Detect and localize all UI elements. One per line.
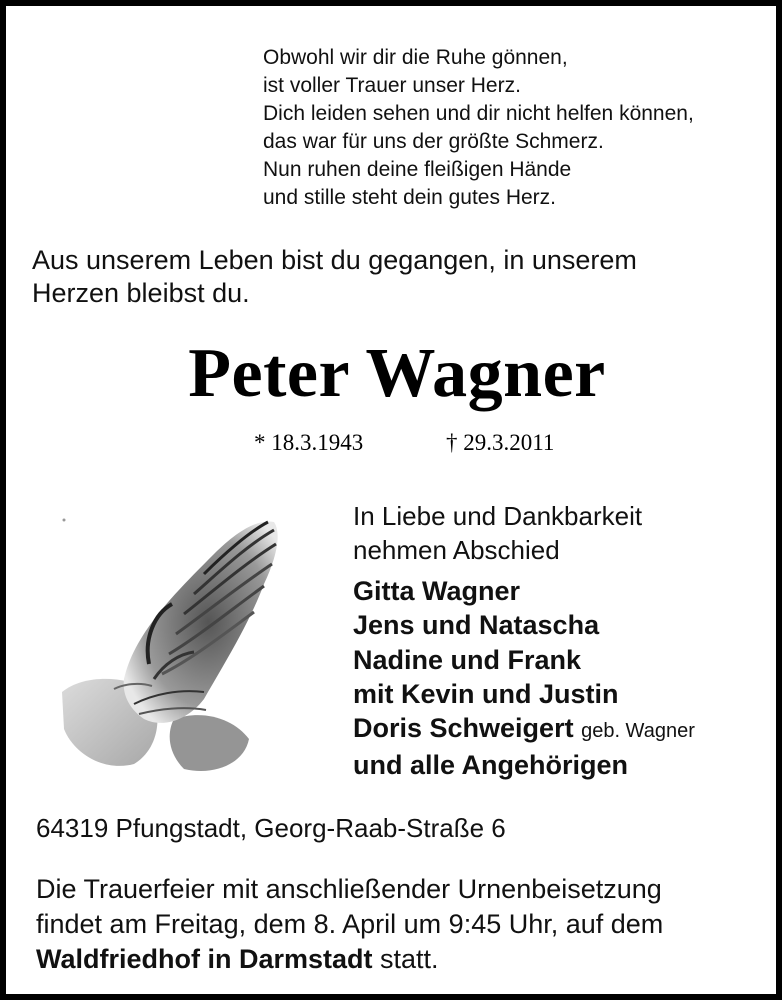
address: 64319 Pfungstadt, Georg-Raab-Straße 6	[36, 813, 506, 843]
service-line: Die Trauerfeier mit anschließender Urnenbeisetzung	[36, 874, 662, 904]
mourner-name: mit Kevin und Justin	[353, 678, 619, 709]
praying-hands-icon	[54, 514, 294, 779]
service-line	[36, 942, 766, 977]
mourner-item	[353, 608, 695, 642]
mourner-name: Doris Schweigert	[353, 713, 574, 744]
poem-line: das war für uns der größte Schmerz.	[263, 130, 604, 153]
intro-line: Aus unserem Leben bist du gegangen, in unserem	[32, 245, 637, 275]
mourner-name: und alle Angehörigen	[353, 750, 629, 781]
intro-line: Herzen bleibst du.	[32, 278, 250, 308]
poem-line: Nun ruhen deine fleißigen Hände	[263, 158, 572, 181]
farewell-text	[353, 499, 642, 567]
farewell-line: In Liebe und Dankbarkeit	[353, 501, 643, 531]
mourner-item	[353, 643, 695, 677]
poem-line: Dich leiden sehen und dir nicht helfen können,	[263, 102, 694, 125]
poem-line: Obwohl wir dir die Ruhe gönnen,	[263, 46, 568, 69]
service-suffix: statt.	[372, 944, 439, 974]
intro-text	[32, 244, 752, 310]
birth-date: * 18.3.1943	[254, 430, 364, 455]
mourner-item	[353, 574, 695, 608]
maiden-name-note: geb. Wagner	[581, 720, 695, 743]
mourner-name: Jens und Natascha	[353, 610, 600, 641]
mourner-name: Nadine und Frank	[353, 644, 582, 675]
poem-line: ist voller Trauer unser Herz.	[263, 74, 521, 97]
mourner-item	[353, 677, 695, 711]
death-date: † 29.3.2011	[446, 430, 555, 455]
mourner-item	[353, 711, 695, 748]
mourner-item	[353, 748, 695, 782]
mourners-list	[353, 574, 695, 783]
farewell-line: nehmen Abschied	[353, 535, 560, 565]
poem-line: und stille steht dein gutes Herz.	[263, 186, 556, 209]
service-line: findet am Freitag, dem 8. April um 9:45 Uhr, auf dem	[36, 909, 664, 939]
mourner-name: Gitta Wagner	[353, 576, 521, 606]
poem	[263, 44, 694, 212]
deceased-name: Peter Wagner	[188, 335, 606, 412]
service-location: Waldfriedhof in Darmstadt	[36, 944, 373, 974]
service-info	[36, 872, 766, 977]
